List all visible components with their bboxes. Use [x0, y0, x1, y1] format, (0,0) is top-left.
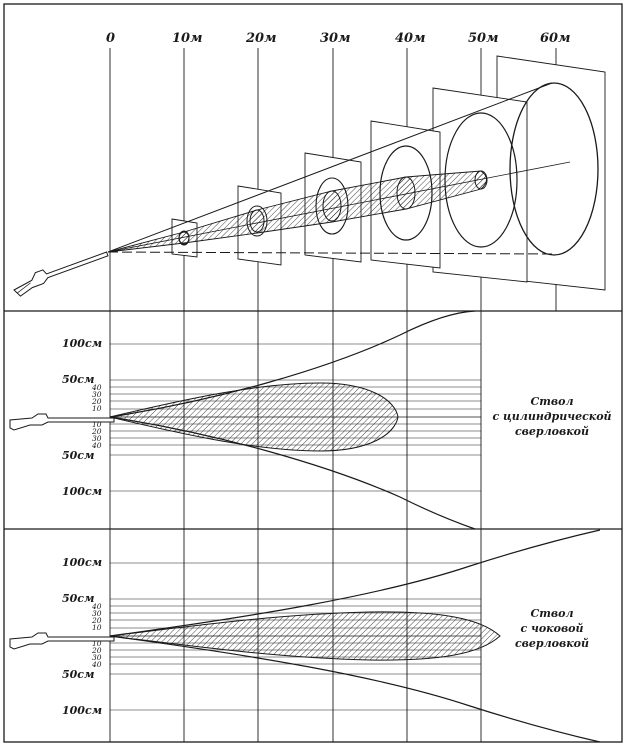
distance-label-50: 50м: [468, 31, 499, 46]
cyl-label-10-up: 10: [92, 404, 102, 413]
distance-label-10: 10м: [172, 31, 203, 46]
choke-caption-line-3: сверловкой: [514, 637, 590, 650]
cyl-label-40-down: 40: [92, 441, 102, 450]
shotgun-icon: [11, 247, 111, 297]
choke-caption-line-2: с чоковой: [520, 622, 584, 635]
choke-label-10-down: 10: [92, 639, 102, 648]
cyl-label-50cm-down: 50см: [62, 449, 95, 462]
cylinder-caption: [492, 395, 611, 438]
choke-pattern-body: [110, 612, 500, 660]
cyl-label-30-up: 30: [92, 390, 102, 399]
choke-caption: [515, 607, 589, 650]
distance-label-30: 30м: [320, 31, 351, 46]
distance-label-20: 20м: [246, 31, 277, 46]
cyl-label-20-up: 20: [92, 397, 102, 406]
cyl-caption-line-2: с цилиндрической: [492, 410, 612, 423]
cylinder-upper-labels: [62, 337, 102, 413]
cylinder-pattern-body: [110, 383, 398, 451]
cyl-caption-line-3: сверловкой: [514, 425, 590, 438]
choke-label-20-down: 20: [92, 646, 102, 655]
choke-label-30-down: 30: [92, 653, 102, 662]
perspective-panel: [11, 31, 605, 311]
distance-labels: [106, 31, 570, 46]
choke-label-10-up: 10: [92, 623, 102, 632]
cyl-label-40-up: 40: [92, 383, 102, 392]
cylinder-lower-labels: [62, 420, 102, 498]
choke-lower-labels: [62, 639, 102, 717]
cyl-label-100cm-down: 100см: [62, 485, 103, 498]
cyl-label-30-down: 30: [92, 434, 102, 443]
choke-label-100cm-down: 100см: [62, 704, 103, 717]
choke-caption-line-1: Ствол: [530, 607, 574, 620]
choke-upper-labels: [62, 556, 102, 632]
target-planes: [172, 56, 605, 290]
cyl-caption-line-1: Ствол: [530, 395, 574, 408]
choke-label-40-up: 40: [92, 602, 102, 611]
cyl-label-50cm-up: 50см: [62, 373, 95, 386]
choke-label-20-up: 20: [92, 616, 102, 625]
choke-label-40-down: 40: [92, 660, 102, 669]
distance-label-60: 60м: [540, 31, 571, 46]
choke-label-30-up: 30: [92, 609, 102, 618]
choke-label-50cm-down: 50см: [62, 668, 95, 681]
cyl-label-10-down: 10: [92, 420, 102, 429]
cyl-label-20-down: 20: [92, 427, 102, 436]
choke-label-50cm-up: 50см: [62, 592, 95, 605]
distance-label-40: 40м: [395, 31, 426, 46]
cylinder-bore-panel: [10, 311, 612, 529]
choke-label-100cm-up: 100см: [62, 556, 103, 569]
cyl-label-100cm-up: 100см: [62, 337, 103, 350]
choke-bore-panel: [10, 529, 600, 742]
distance-label-0: 0: [106, 31, 116, 46]
